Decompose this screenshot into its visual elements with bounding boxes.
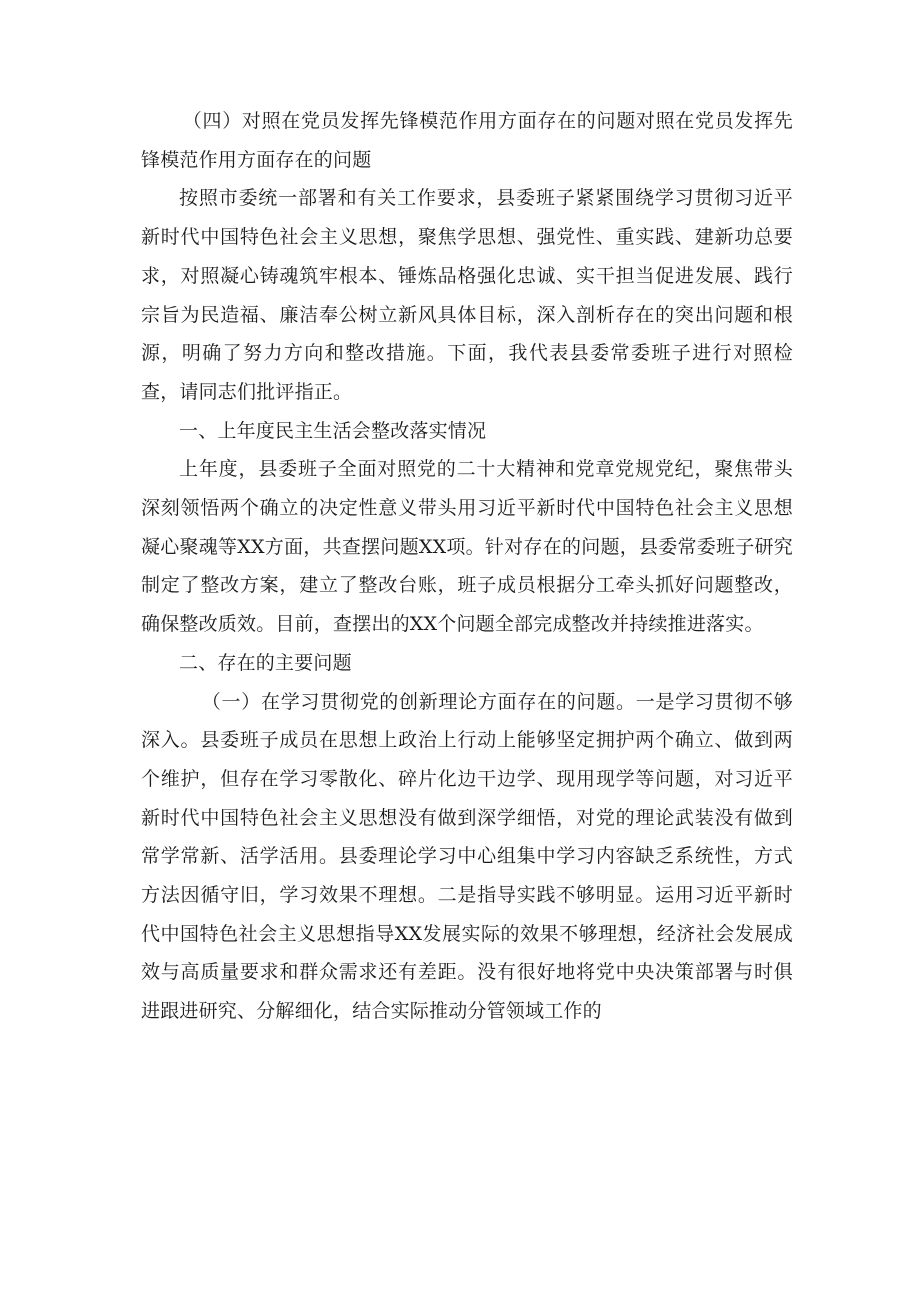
intro-paragraph: 按照市委统一部署和有关工作要求，县委班子紧紧围绕学习贯彻习近平新时代中国特色社会主义思想，聚焦学思想、强党性、重实践、建新功总要求，对照凝心铸魂筑牢根本、锤炼品格强化忠诚、实干担当促进发展、践行宗旨为民造福、廉洁奉公树立新风具体目标，深入剖析存在的突出问题和根源，明确了努力方向和整改措施。下面，我代表县委常委班子进行对照检查，请同志们批评指正。	[141, 187, 793, 403]
section-one-heading: 一、上年度民主生活会整改落实情况	[179, 419, 487, 442]
section-four-heading: （四）对照在党员发挥先锋模范作用方面存在的问题对照在党员发挥先锋模范作用方面存在的问题	[141, 110, 793, 171]
section-one-paragraph: 上年度，县委班子全面对照党的二十大精神和党章党规党纪，聚焦带头深刻领悟两个确立的决定性意义带头用习近平新时代中国特色社会主义思想凝心聚魂等XX方面，共查摆问题XX项。针对存在的问题，县委常委班子研究制定了整改方案，建立了整改台账，班子成员根据分工牵头抓好问题整改，确保整改质效。目前，查摆出的XX个问题全部完成整改并持续推进落实。	[141, 458, 793, 636]
section-two-item-one-paragraph: （一）在学习贯彻党的创新理论方面存在的问题。一是学习贯彻不够深入。县委班子成员在思想上政治上行动上能够坚定拥护两个确立、做到两个维护，但存在学习零散化、碎片化边干边学、现用现学等问题，对习近平新时代中国特色社会主义思想没有做到深学细悟，对党的理论武装没有做到常学常新、活学活用。县委理论学习中心组集中学习内容缺乏系统性，方式方法因循守旧，学习效果不理想。二是指导实践不够明显。运用习近平新时代中国特色社会主义思想指导XX发展实际的效果不够理想，经济社会发展成效与高质量要求和群众需求还有差距。没有很好地将党中央决策部署与时俱进跟进研究、分解细化，结合实际推动分管领域工作的	[141, 690, 793, 1023]
section-two-heading: 二、存在的主要问题	[179, 651, 352, 674]
document-body	[141, 102, 793, 1031]
